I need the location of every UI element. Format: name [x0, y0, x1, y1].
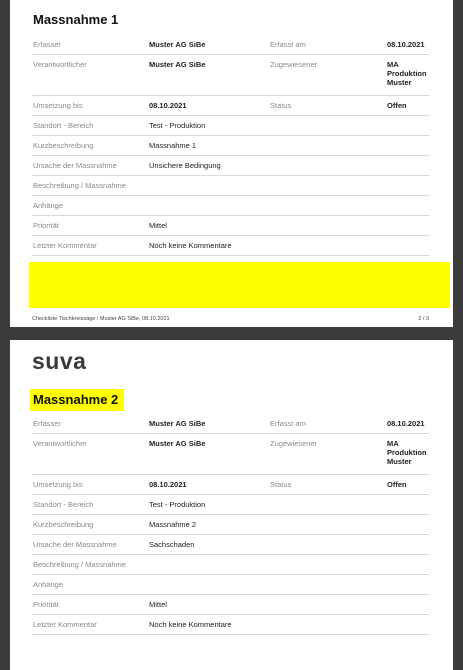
table-row — [32, 535, 429, 555]
field-label: Priorität — [33, 221, 59, 230]
page-title: Massnahme 1 — [33, 12, 119, 27]
field-value: Massnahme 2 — [149, 520, 197, 529]
suva-logo: suva — [32, 348, 87, 374]
field-label: Status — [270, 480, 292, 489]
field-value: Mittel — [149, 221, 167, 230]
field-value: Test - Produktion — [149, 500, 206, 509]
table-row — [32, 35, 429, 55]
field-label: Zugewiesener — [270, 439, 318, 448]
table-row — [32, 575, 429, 595]
field-label: Ursache der Massnahme — [33, 161, 117, 170]
table-row — [32, 515, 429, 535]
table-row — [32, 595, 429, 615]
page-title: Massnahme 2 — [33, 392, 119, 407]
field-value: 08.10.2021 — [149, 480, 187, 489]
field-label: Zugewiesener — [270, 60, 318, 69]
highlight-box — [29, 262, 450, 308]
field-value: MA Produktion Muster — [387, 60, 427, 87]
table-row — [32, 136, 429, 156]
field-value: MA Produktion Muster — [387, 439, 427, 466]
field-value: Unsichere Bedingung — [149, 161, 221, 170]
field-label: Erfasser — [33, 40, 61, 49]
field-value: Muster AG SiBe — [149, 439, 206, 448]
field-value: 08.10.2021 — [149, 101, 187, 110]
field-label: Status — [270, 101, 292, 110]
field-label: Anhänge — [33, 201, 64, 210]
document-page-1 — [10, 0, 453, 327]
table-row — [32, 216, 429, 236]
field-label: Letzter Kommentar — [33, 241, 97, 250]
table-row — [32, 615, 429, 635]
details-table — [32, 35, 429, 256]
field-value: Mittel — [149, 600, 167, 609]
field-label: Kurzbeschreibung — [33, 520, 94, 529]
table-row — [32, 196, 429, 216]
field-label: Verantwortlicher — [33, 439, 87, 448]
page-number: 2 / 3 — [418, 316, 429, 322]
footer-text: Checkliste Tischkreissäge / Muster AG SiBe, 08.10.2021 — [32, 316, 170, 322]
table-row — [32, 236, 429, 256]
table-row — [32, 96, 429, 116]
field-label: Priorität — [33, 600, 59, 609]
field-label: Anhänge — [33, 580, 64, 589]
page-footer — [32, 316, 429, 322]
field-value: Offen — [387, 101, 407, 110]
field-value: Muster AG SiBe — [149, 419, 206, 428]
field-value: 08.10.2021 — [387, 419, 425, 428]
field-value: Sachschaden — [149, 540, 195, 549]
field-label: Umsetzung bis — [33, 480, 83, 489]
field-label: Standort - Bereich — [33, 500, 94, 509]
document-page-2 — [10, 340, 453, 670]
title-highlight — [30, 389, 124, 411]
details-table — [32, 414, 429, 635]
field-value: Muster AG SiBe — [149, 40, 206, 49]
field-value: Offen — [387, 480, 407, 489]
field-label: Kurzbeschreibung — [33, 141, 94, 150]
table-row — [32, 156, 429, 176]
table-row — [32, 116, 429, 136]
field-label: Beschreibung / Massnahme — [33, 560, 126, 569]
field-value: Muster AG SiBe — [149, 60, 206, 69]
table-row — [32, 434, 429, 475]
field-label: Letzter Kommentar — [33, 620, 97, 629]
field-value: Noch keine Kommentare — [149, 241, 232, 250]
table-row — [32, 495, 429, 515]
field-label: Standort - Bereich — [33, 121, 94, 130]
field-label: Umsetzung bis — [33, 101, 83, 110]
table-row — [32, 414, 429, 434]
field-label: Erfasst am — [270, 419, 306, 428]
field-value: Massnahme 1 — [149, 141, 197, 150]
table-row — [32, 555, 429, 575]
table-row — [32, 475, 429, 495]
table-row — [32, 55, 429, 96]
field-value: 08.10.2021 — [387, 40, 425, 49]
table-row — [32, 176, 429, 196]
field-label: Erfasser — [33, 419, 61, 428]
field-label: Beschreibung / Massnahme — [33, 181, 126, 190]
field-label: Ursache der Massnahme — [33, 540, 117, 549]
field-value: Test - Produktion — [149, 121, 206, 130]
field-label: Erfasst am — [270, 40, 306, 49]
field-value: Noch keine Kommentare — [149, 620, 232, 629]
field-label: Verantwortlicher — [33, 60, 87, 69]
